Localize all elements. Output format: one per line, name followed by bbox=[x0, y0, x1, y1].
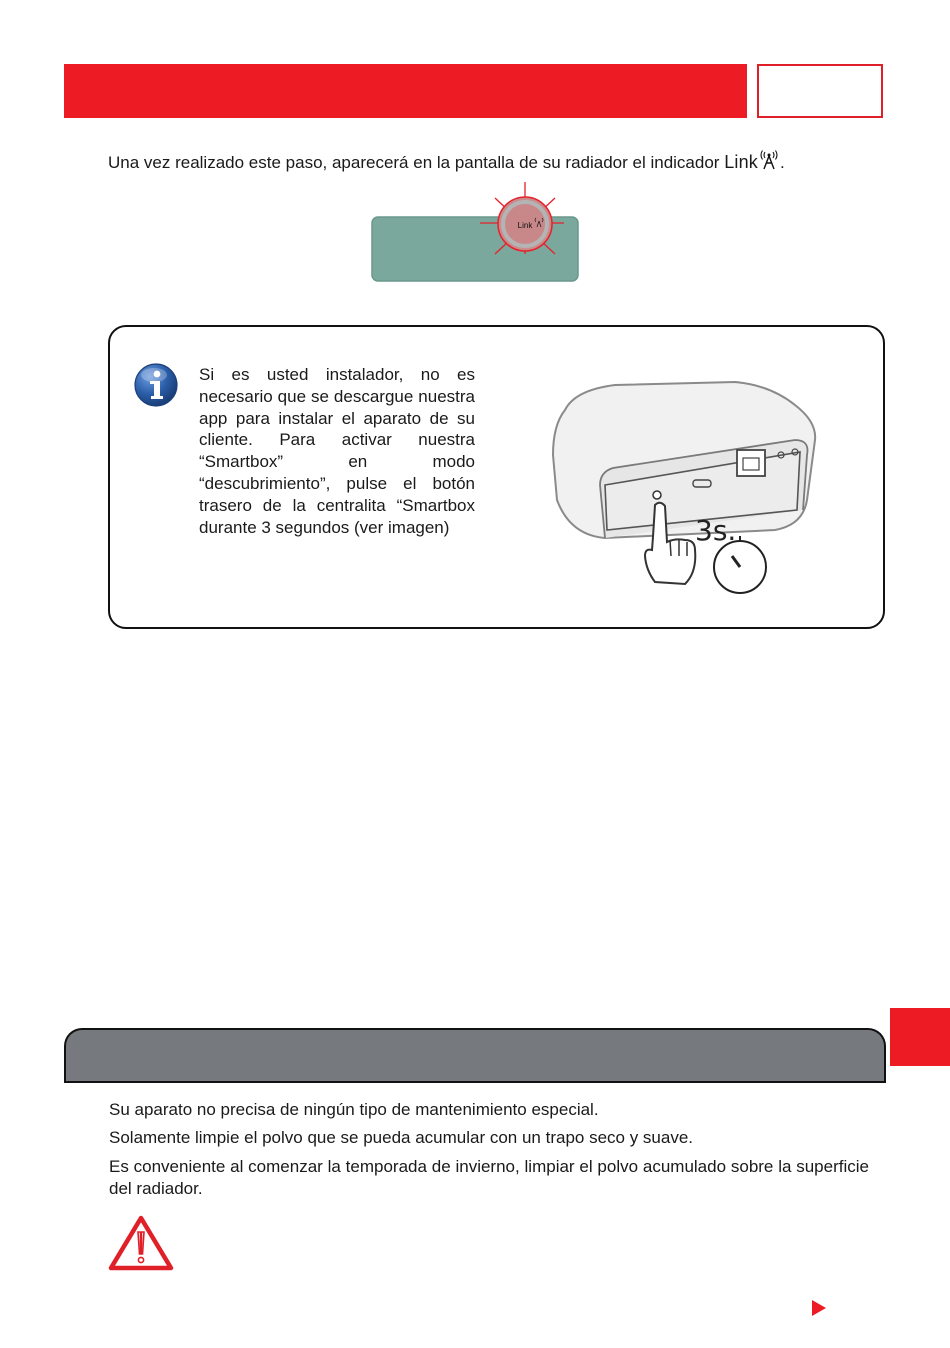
radiator-display-illustration bbox=[360, 178, 590, 288]
header-bar bbox=[64, 64, 747, 118]
intro-paragraph bbox=[108, 150, 868, 174]
maintenance-paragraph-1: Su aparato no precisa de ningún tipo de mantenimiento especial. bbox=[109, 1100, 599, 1119]
maintenance-paragraph-3: Es conveniente al comenzar la temporada de invierno, limpiar el polvo acumulado sobre la superficie del radiador. bbox=[109, 1157, 869, 1198]
side-tab bbox=[890, 1008, 950, 1066]
info-icon bbox=[133, 362, 179, 408]
link-indicator-label: Link bbox=[724, 152, 759, 172]
link-indicator bbox=[724, 152, 780, 172]
warning-triangle-icon bbox=[107, 1214, 175, 1272]
smartbox-device-image bbox=[545, 360, 825, 600]
display-link-label: Link bbox=[517, 221, 533, 230]
image-3s-label: 3s. bbox=[695, 514, 737, 547]
maintenance-section-bar bbox=[64, 1028, 886, 1083]
antenna-icon bbox=[758, 150, 780, 170]
intro-text: Una vez realizado este paso, aparecerá en la pantalla de su radiador el indicador bbox=[108, 153, 720, 172]
header-page-box bbox=[757, 64, 883, 118]
intro-end: . bbox=[780, 153, 785, 172]
info-text: Si es usted instalador, no es necesario que se descargue nuestra app para instalar el aparato de su cliente. Para activar nuestra “Smartbox” en modo “descubrimiento”, pulse el botón trasero de la centralita “Smartbox durante 3 segundos (ver imagen) bbox=[199, 365, 475, 537]
maintenance-paragraph-2: Solamente limpie el polvo que se pueda acumular con un trapo seco y suave. bbox=[109, 1128, 694, 1147]
next-arrow-icon[interactable] bbox=[810, 1298, 828, 1318]
section-divider bbox=[64, 1081, 886, 1083]
